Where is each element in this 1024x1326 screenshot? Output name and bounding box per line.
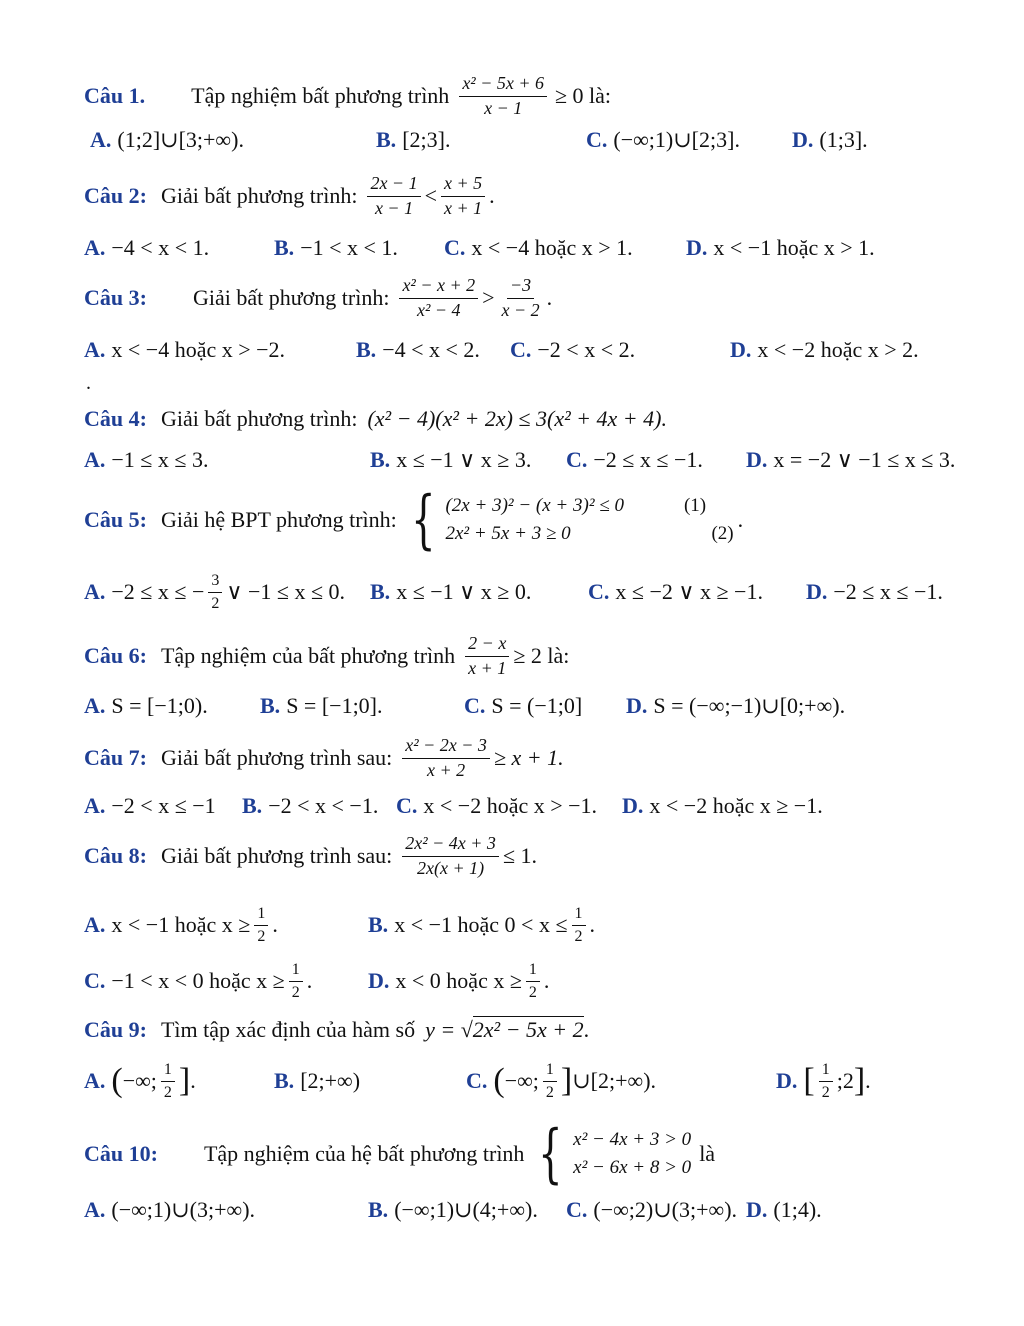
option-d[interactable] bbox=[806, 579, 943, 605]
option-label: C. bbox=[588, 579, 610, 604]
option-label: B. bbox=[370, 579, 391, 604]
option-label: C. bbox=[510, 337, 532, 362]
fraction-half bbox=[289, 961, 303, 1001]
option-label: A. bbox=[84, 447, 106, 472]
period: . bbox=[583, 1016, 590, 1042]
denominator: 2 bbox=[211, 594, 220, 612]
denominator: x − 1 bbox=[484, 97, 523, 118]
numerator: 1 bbox=[161, 1061, 175, 1082]
option-c[interactable] bbox=[444, 235, 633, 261]
option-text: x < −1 hoặc x > 1. bbox=[713, 235, 875, 260]
brace-icon: { bbox=[538, 1117, 564, 1191]
question-text: Giải hệ BPT phương trình: bbox=[160, 507, 397, 532]
option-d[interactable] bbox=[686, 235, 875, 261]
option-text: (1;4). bbox=[773, 1197, 822, 1222]
option-label: D. bbox=[730, 337, 752, 362]
option-label: D. bbox=[776, 1068, 798, 1093]
options-8-row-1 bbox=[84, 900, 984, 950]
option-text-tail: ∨ −1 ≤ x ≤ 0. bbox=[226, 579, 346, 604]
fraction-right bbox=[499, 276, 543, 321]
stray-dot: . bbox=[86, 372, 91, 394]
option-text: −∞; bbox=[504, 1068, 539, 1093]
option-b[interactable] bbox=[242, 793, 378, 819]
question-2 bbox=[84, 174, 495, 219]
close-bracket: ] bbox=[178, 1062, 191, 1099]
options-6 bbox=[84, 686, 984, 726]
option-text: [2;3]. bbox=[402, 127, 451, 152]
denominator: x² − 4 bbox=[417, 299, 461, 320]
question-number: Câu 9: bbox=[84, 1016, 147, 1042]
question-tail: là bbox=[699, 1141, 716, 1166]
option-text: (−∞;1)∪(3;+∞). bbox=[111, 1197, 256, 1222]
options-5 bbox=[84, 570, 984, 614]
question-tail: ≥ 2 là: bbox=[513, 643, 570, 669]
numerator: 1 bbox=[572, 905, 586, 926]
option-a[interactable] bbox=[84, 793, 216, 819]
option-label: D. bbox=[368, 968, 390, 993]
fraction-half bbox=[819, 1061, 833, 1101]
options-1 bbox=[84, 120, 984, 160]
option-label: A. bbox=[84, 1197, 106, 1222]
question-text: Tập nghiệm của hệ bất phương trình bbox=[203, 1141, 525, 1166]
option-label: C. bbox=[444, 235, 466, 260]
question-1 bbox=[84, 74, 611, 119]
option-label: C. bbox=[84, 968, 106, 993]
expression: (x² − 4)(x² + 2x) ≤ 3(x² + 4x + 4). bbox=[367, 406, 667, 431]
option-a[interactable] bbox=[90, 127, 244, 153]
question-9 bbox=[84, 1016, 589, 1043]
option-label: D. bbox=[622, 793, 644, 818]
option-label: C. bbox=[566, 1197, 588, 1222]
option-text: ;2 bbox=[836, 1068, 854, 1093]
option-text: −1 < x < 0 hoặc x ≥ bbox=[111, 968, 285, 993]
question-7 bbox=[84, 736, 564, 781]
option-text: −1 < x < 1. bbox=[300, 235, 398, 260]
operator: < bbox=[424, 183, 437, 209]
option-label: D. bbox=[626, 693, 648, 718]
question-number: Câu 3: bbox=[84, 285, 147, 311]
option-d[interactable] bbox=[746, 1197, 822, 1223]
option-a[interactable]: A. ( −∞; $\frac{1}{2}$ ] . bbox=[84, 1060, 196, 1101]
numerator: x² − 5x + 6 bbox=[459, 74, 547, 97]
denominator: 2x(x + 1) bbox=[417, 857, 485, 878]
option-c[interactable] bbox=[466, 1061, 656, 1101]
question-tail: ≥ 0 là: bbox=[554, 83, 612, 109]
option-a[interactable] bbox=[84, 447, 208, 473]
option-text: x < −1 hoặc x ≥ bbox=[111, 912, 251, 937]
question-6 bbox=[84, 634, 569, 679]
numerator: x + 5 bbox=[441, 174, 485, 197]
option-label: C. bbox=[586, 127, 608, 152]
question-text: Giải bất phương trình: bbox=[160, 406, 358, 431]
fraction-half bbox=[161, 1061, 175, 1101]
system-line-1: x² − 4x + 3 > 0 bbox=[573, 1129, 692, 1150]
denominator: 2 bbox=[528, 983, 537, 1001]
option-label: B. bbox=[368, 912, 389, 937]
close-bracket: ] bbox=[853, 1062, 866, 1099]
option-text: x ≤ −2 ∨ x ≥ −1. bbox=[615, 579, 763, 604]
option-text: −2 < x ≤ −1 bbox=[111, 793, 216, 818]
option-c[interactable] bbox=[464, 693, 582, 719]
question-text: Giải bất phương trình: bbox=[192, 285, 390, 311]
fraction bbox=[465, 634, 509, 679]
option-text: (−∞;2)∪(3;+∞). bbox=[593, 1197, 738, 1222]
fraction bbox=[459, 74, 547, 119]
numerator: 2 − x bbox=[465, 634, 509, 657]
option-text: x ≤ −1 ∨ x ≥ 3. bbox=[396, 447, 532, 472]
question-4 bbox=[84, 406, 667, 432]
period: . bbox=[737, 507, 744, 532]
period: . bbox=[489, 183, 495, 209]
option-d[interactable] bbox=[792, 127, 868, 153]
question-text: Tập nghiệm của bất phương trình bbox=[160, 643, 456, 669]
numerator: 1 bbox=[289, 961, 303, 982]
tag-2: (2) bbox=[711, 523, 734, 544]
numerator: 2x² − 4x + 3 bbox=[402, 834, 499, 857]
option-text: x < −1 hoặc 0 < x ≤ bbox=[394, 912, 568, 937]
option-b[interactable] bbox=[274, 1068, 360, 1094]
option-text: (−∞;1)∪[2;3]. bbox=[613, 127, 740, 152]
question-3 bbox=[84, 276, 552, 321]
option-label: D. bbox=[746, 1197, 768, 1222]
option-label: A. bbox=[84, 235, 106, 260]
option-a[interactable] bbox=[84, 693, 208, 719]
option-a[interactable] bbox=[84, 905, 278, 945]
numerator: 1 bbox=[254, 905, 268, 926]
numerator: 2x − 1 bbox=[367, 174, 420, 197]
question-text: Tập nghiệm bất phương trình bbox=[191, 83, 450, 109]
option-label: A. bbox=[84, 337, 106, 362]
option-d[interactable]: D. [ $\frac{1}{2}$ ;2 ] . bbox=[776, 1060, 871, 1101]
tag-1: (1) bbox=[683, 495, 707, 516]
option-text: (1;2]∪[3;+∞). bbox=[117, 127, 244, 152]
system-line-2: x² − 6x + 8 > 0 bbox=[573, 1157, 692, 1178]
options-4 bbox=[84, 440, 984, 480]
option-label: B. bbox=[242, 793, 263, 818]
period: . bbox=[272, 912, 278, 937]
period: . bbox=[306, 968, 313, 993]
question-number: Câu 10: bbox=[84, 1141, 158, 1166]
option-label: A. bbox=[84, 693, 106, 718]
option-b[interactable] bbox=[368, 905, 595, 945]
option-label: A. bbox=[90, 127, 112, 152]
brace-icon: { bbox=[410, 483, 436, 557]
option-text: −2 < x < −1. bbox=[268, 793, 379, 818]
option-d[interactable] bbox=[626, 693, 845, 719]
option-c[interactable] bbox=[588, 579, 763, 605]
option-text: x = −2 ∨ −1 ≤ x ≤ 3. bbox=[773, 447, 956, 472]
open-paren: ( bbox=[111, 1062, 123, 1099]
period: . bbox=[543, 968, 550, 993]
option-b[interactable] bbox=[356, 337, 480, 363]
option-label: A. bbox=[84, 793, 106, 818]
option-label: C. bbox=[466, 1068, 488, 1093]
option-label: D. bbox=[806, 579, 828, 604]
question-8 bbox=[84, 834, 537, 879]
option-text: −2 ≤ x ≤ −1. bbox=[593, 447, 703, 472]
option-text: x < −2 hoặc x > 2. bbox=[757, 337, 919, 362]
option-text: −∞; bbox=[122, 1068, 157, 1093]
numerator: x² − 2x − 3 bbox=[402, 736, 490, 759]
equation-system bbox=[403, 483, 744, 557]
fraction-half bbox=[254, 905, 268, 945]
option-text: x < −2 hoặc x > −1. bbox=[423, 793, 598, 818]
radicand: 2x² − 5x + 2 bbox=[472, 1017, 584, 1042]
options-9 bbox=[84, 1056, 984, 1106]
numerator: 3 bbox=[208, 572, 222, 593]
system-line-2: 2x² + 5x + 3 ≥ 0 bbox=[445, 523, 571, 544]
denominator: 2 bbox=[821, 1083, 830, 1101]
numerator: 1 bbox=[543, 1061, 557, 1082]
question-tail: ≤ 1. bbox=[502, 843, 538, 869]
denominator: x − 2 bbox=[501, 299, 540, 320]
option-label: B. bbox=[274, 235, 295, 260]
option-label: B. bbox=[260, 693, 281, 718]
option-label: C. bbox=[396, 793, 418, 818]
option-label: C. bbox=[464, 693, 486, 718]
options-8-row-2 bbox=[84, 956, 984, 1006]
option-label: D. bbox=[792, 127, 814, 152]
question-5 bbox=[84, 483, 744, 557]
denominator: 2 bbox=[163, 1083, 172, 1101]
options-3 bbox=[84, 330, 984, 370]
open-bracket: [ bbox=[803, 1062, 815, 1099]
question-10 bbox=[84, 1117, 716, 1191]
operator: > bbox=[482, 285, 495, 311]
option-text: x < 0 hoặc x ≥ bbox=[395, 968, 522, 993]
option-text: x ≤ −1 ∨ x ≥ 0. bbox=[396, 579, 532, 604]
open-paren: ( bbox=[493, 1062, 505, 1099]
numerator: 1 bbox=[819, 1061, 833, 1082]
fraction-half bbox=[526, 961, 540, 1001]
option-a[interactable] bbox=[84, 1197, 255, 1223]
question-number: Câu 7: bbox=[84, 745, 147, 771]
fraction-left bbox=[399, 276, 478, 321]
denominator: 2 bbox=[257, 927, 266, 945]
question-number: Câu 4: bbox=[84, 406, 147, 431]
option-d[interactable] bbox=[730, 337, 919, 363]
option-label: B. bbox=[376, 127, 397, 152]
option-label: C. bbox=[566, 447, 588, 472]
option-c[interactable] bbox=[396, 793, 597, 819]
numerator: x² − x + 2 bbox=[399, 276, 478, 299]
option-c[interactable] bbox=[510, 337, 635, 363]
option-c[interactable] bbox=[84, 961, 312, 1001]
denominator: x + 1 bbox=[468, 657, 507, 678]
question-text: Tìm tập xác định của hàm số bbox=[160, 1016, 416, 1042]
option-text: −4 < x < 2. bbox=[382, 337, 480, 362]
option-b[interactable] bbox=[368, 1197, 538, 1223]
fraction-half bbox=[572, 905, 586, 945]
question-number: Câu 6: bbox=[84, 643, 147, 669]
close-bracket: ] bbox=[560, 1062, 573, 1099]
option-text: −2 < x < 2. bbox=[537, 337, 636, 362]
function-prefix: y = √ bbox=[425, 1016, 473, 1042]
option-a[interactable] bbox=[84, 572, 345, 612]
question-tail: ≥ x + 1. bbox=[493, 745, 564, 771]
options-2 bbox=[84, 228, 984, 268]
system-line-1: (2x + 3)² − (x + 3)² ≤ 0 bbox=[445, 495, 624, 516]
option-label: B. bbox=[356, 337, 377, 362]
option-d[interactable] bbox=[368, 961, 549, 1001]
option-b[interactable] bbox=[260, 693, 383, 719]
option-text: (−∞;1)∪(4;+∞). bbox=[394, 1197, 538, 1222]
option-b[interactable] bbox=[274, 235, 398, 261]
options-10 bbox=[84, 1190, 984, 1230]
option-text: S = (−1;0] bbox=[491, 693, 583, 718]
question-number: Câu 5: bbox=[84, 507, 147, 532]
option-text: (1;3]. bbox=[819, 127, 868, 152]
numerator: −3 bbox=[507, 276, 534, 299]
option-text: x < −4 hoặc x > 1. bbox=[471, 235, 633, 260]
option-c[interactable] bbox=[586, 127, 740, 153]
option-label: B. bbox=[368, 1197, 389, 1222]
option-label: A. bbox=[84, 579, 106, 604]
option-d[interactable] bbox=[746, 447, 955, 473]
question-text: Giải bất phương trình: bbox=[160, 183, 358, 209]
period: . bbox=[589, 912, 596, 937]
period: . bbox=[546, 285, 553, 311]
denominator: x + 1 bbox=[444, 197, 483, 218]
fraction bbox=[402, 736, 490, 781]
option-label: B. bbox=[274, 1068, 295, 1093]
option-text: S = [−1;0]. bbox=[286, 693, 383, 718]
option-text-tail: ∪[2;+∞). bbox=[572, 1068, 657, 1093]
option-a[interactable] bbox=[84, 235, 209, 261]
options-7 bbox=[84, 786, 984, 826]
fraction bbox=[208, 572, 222, 612]
equation-system bbox=[530, 1117, 692, 1191]
option-b[interactable] bbox=[370, 579, 531, 605]
fraction bbox=[402, 834, 499, 879]
option-text: −1 ≤ x ≤ 3. bbox=[111, 447, 209, 472]
option-label: A. bbox=[84, 1068, 106, 1093]
option-text: [2;+∞) bbox=[300, 1068, 361, 1093]
question-number: Câu 2: bbox=[84, 183, 147, 209]
denominator: 2 bbox=[545, 1083, 554, 1101]
question-text: Giải bất phương trình sau: bbox=[160, 745, 393, 771]
option-text: S = [−1;0). bbox=[111, 693, 208, 718]
option-c[interactable] bbox=[566, 447, 703, 473]
fraction-right bbox=[441, 174, 485, 219]
option-text: −2 ≤ x ≤ −1. bbox=[833, 579, 943, 604]
denominator: 2 bbox=[291, 983, 300, 1001]
option-label: B. bbox=[370, 447, 391, 472]
denominator: x + 2 bbox=[427, 759, 466, 780]
option-label: D. bbox=[746, 447, 768, 472]
denominator: 2 bbox=[574, 927, 583, 945]
denominator: x − 1 bbox=[374, 197, 414, 218]
question-number: Câu 1. bbox=[84, 83, 146, 109]
option-b[interactable] bbox=[376, 127, 450, 153]
option-text: −2 ≤ x ≤ − bbox=[111, 579, 205, 604]
question-number: Câu 8: bbox=[84, 843, 147, 869]
numerator: 1 bbox=[526, 961, 540, 982]
fraction-half bbox=[543, 1061, 557, 1101]
option-text: −4 < x < 1. bbox=[111, 235, 210, 260]
option-label: A. bbox=[84, 912, 106, 937]
option-a[interactable] bbox=[84, 337, 285, 363]
question-text: Giải bất phương trình sau: bbox=[160, 843, 393, 869]
option-label: D. bbox=[686, 235, 708, 260]
option-text: S = (−∞;−1)∪[0;+∞). bbox=[653, 693, 846, 718]
option-c[interactable] bbox=[566, 1197, 737, 1223]
option-b[interactable] bbox=[370, 447, 531, 473]
option-text: x < −4 hoặc x > −2. bbox=[111, 337, 286, 362]
option-text: x < −2 hoặc x ≥ −1. bbox=[649, 793, 823, 818]
option-d[interactable] bbox=[622, 793, 823, 819]
fraction-left bbox=[367, 174, 420, 219]
